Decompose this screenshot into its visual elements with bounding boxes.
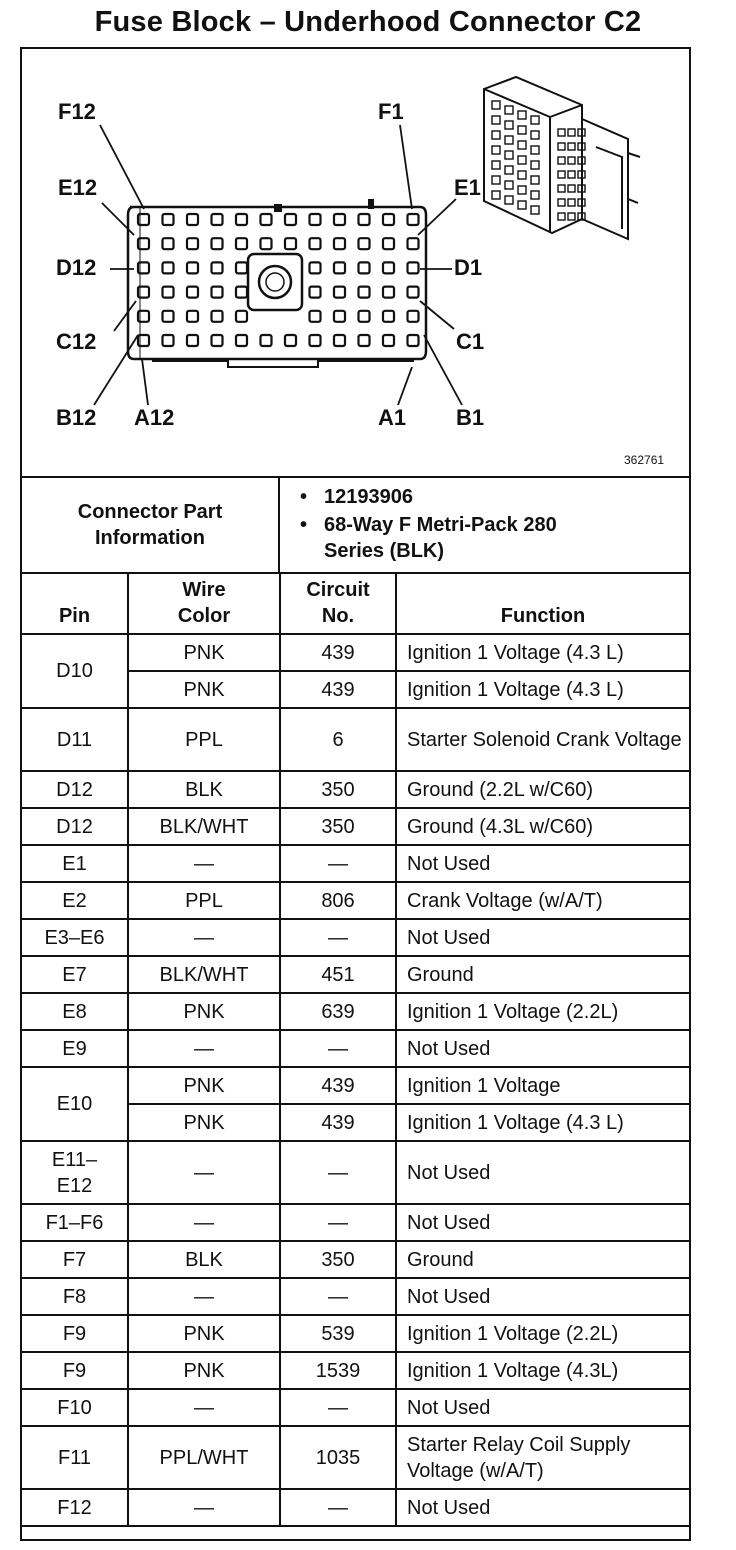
pin-cavity bbox=[334, 238, 345, 249]
pin-cavity bbox=[310, 335, 321, 346]
pin-label-e1: E1 bbox=[454, 175, 481, 200]
header-function: Function bbox=[396, 574, 689, 634]
cell-pin: E9 bbox=[22, 1030, 128, 1067]
sketch-cavity bbox=[518, 186, 526, 194]
connector-diagram bbox=[22, 49, 689, 476]
cell-pin: E7 bbox=[22, 956, 128, 993]
sketch-cavity bbox=[558, 171, 565, 178]
pin-cavity bbox=[212, 214, 223, 225]
sketch-cavity bbox=[492, 146, 500, 154]
cell-wire-color: — bbox=[128, 1204, 280, 1241]
table-row bbox=[22, 1278, 689, 1315]
cell-wire-color: PNK bbox=[128, 1315, 280, 1352]
cell-function: Ignition 1 Voltage (4.3L) bbox=[396, 1352, 689, 1389]
part-info-item bbox=[300, 484, 689, 510]
cell-pin: F1–F6 bbox=[22, 1204, 128, 1241]
cell-circuit: 350 bbox=[280, 808, 396, 845]
pin-cavity bbox=[408, 335, 419, 346]
table-row bbox=[22, 1204, 689, 1241]
cell-circuit: — bbox=[280, 1489, 396, 1526]
sketch-cavity bbox=[518, 156, 526, 164]
figure-id: 362761 bbox=[624, 453, 665, 467]
cell-wire-color: PPL bbox=[128, 882, 280, 919]
table-row bbox=[22, 1389, 689, 1426]
header-wire-color: Wire Color bbox=[128, 574, 280, 634]
pin-cavity bbox=[236, 287, 247, 298]
cell-circuit: — bbox=[280, 1030, 396, 1067]
cell-wire-color: PNK bbox=[128, 993, 280, 1030]
cell-pin: F10 bbox=[22, 1389, 128, 1426]
cell-pin: F12 bbox=[22, 1489, 128, 1526]
pin-label-c12: C12 bbox=[56, 329, 97, 354]
table-row bbox=[22, 1426, 689, 1489]
pin-label-f12: F12 bbox=[58, 99, 96, 124]
cell-wire-color: PNK bbox=[128, 1352, 280, 1389]
cell-wire-color: — bbox=[128, 1030, 280, 1067]
sketch-cavity bbox=[568, 213, 575, 220]
pin-cavity bbox=[163, 335, 174, 346]
sketch-cavity bbox=[568, 199, 575, 206]
cell-function: Ignition 1 Voltage (4.3 L) bbox=[396, 671, 689, 708]
pin-cavity bbox=[163, 311, 174, 322]
sketch-cavity bbox=[568, 129, 575, 136]
pin-cavity bbox=[359, 335, 370, 346]
pin-cavity bbox=[285, 335, 296, 346]
pin-label-a12: A12 bbox=[134, 405, 175, 430]
cell-wire-color: PNK bbox=[128, 671, 280, 708]
pin-cavity bbox=[408, 311, 419, 322]
cell-wire-color: BLK bbox=[128, 771, 280, 808]
pin-cavity bbox=[236, 262, 247, 273]
sketch-cavity bbox=[492, 176, 500, 184]
cell-wire-color: PPL bbox=[128, 708, 280, 771]
part-info-text: 12193906 bbox=[324, 486, 413, 508]
cell-wire-color: PNK bbox=[128, 1104, 280, 1141]
pin-cavity bbox=[310, 311, 321, 322]
sketch-cavity bbox=[518, 111, 526, 119]
cell-circuit: 1539 bbox=[280, 1352, 396, 1389]
cell-pin: D10 bbox=[22, 634, 128, 708]
pinout-table-body bbox=[22, 634, 689, 1526]
cell-wire-color: — bbox=[128, 1278, 280, 1315]
pin-label-a1: A1 bbox=[378, 405, 407, 430]
cell-pin: E10 bbox=[22, 1067, 128, 1141]
cell-circuit: 6 bbox=[280, 708, 396, 771]
pin-label-d12: D12 bbox=[56, 255, 97, 280]
sketch-cavity bbox=[568, 157, 575, 164]
cell-function: Crank Voltage (w/A/T) bbox=[396, 882, 689, 919]
pin-cavity bbox=[359, 262, 370, 273]
sketch-cavity bbox=[558, 199, 565, 206]
pin-cavity bbox=[187, 238, 198, 249]
cell-wire-color: PNK bbox=[128, 634, 280, 671]
sketch-cavity bbox=[531, 206, 539, 214]
header-pin: Pin bbox=[22, 574, 128, 634]
pin-label-e12: E12 bbox=[58, 175, 98, 200]
pin-cavity bbox=[212, 311, 223, 322]
cell-circuit: 451 bbox=[280, 956, 396, 993]
part-info-text: 68-Way F Metri-Pack 280 Series (BLK) bbox=[324, 514, 557, 562]
cell-wire-color: PNK bbox=[128, 1067, 280, 1104]
sketch-cavity bbox=[505, 106, 513, 114]
pin-cavity bbox=[236, 214, 247, 225]
cell-pin: E3–E6 bbox=[22, 919, 128, 956]
cell-function: Ignition 1 Voltage (4.3 L) bbox=[396, 1104, 689, 1141]
pin-cavity bbox=[212, 238, 223, 249]
cell-function: Starter Relay Coil Supply Voltage (w/A/T) bbox=[396, 1426, 689, 1489]
pin-label-f1: F1 bbox=[378, 99, 404, 124]
part-info-item bbox=[300, 512, 584, 564]
pin-cavity bbox=[187, 214, 198, 225]
sketch-cavity bbox=[568, 143, 575, 150]
pin-label-c1: C1 bbox=[456, 329, 485, 354]
cell-pin: F11 bbox=[22, 1426, 128, 1489]
sketch-cavity bbox=[558, 129, 565, 136]
pin-cavity bbox=[163, 287, 174, 298]
pin-cavity bbox=[383, 335, 394, 346]
cell-function: Ignition 1 Voltage bbox=[396, 1067, 689, 1104]
cell-circuit: 1035 bbox=[280, 1426, 396, 1489]
sketch-cavity bbox=[492, 116, 500, 124]
cell-circuit: 439 bbox=[280, 1067, 396, 1104]
pin-cavity bbox=[408, 214, 419, 225]
center-bolt bbox=[259, 266, 291, 298]
cell-circuit: — bbox=[280, 919, 396, 956]
cell-pin: D12 bbox=[22, 771, 128, 808]
pin-cavity bbox=[261, 214, 272, 225]
cell-function: Starter Solenoid Crank Voltage bbox=[396, 708, 689, 771]
cell-circuit: 350 bbox=[280, 1241, 396, 1278]
pin-cavity bbox=[408, 262, 419, 273]
sketch-cavity bbox=[505, 196, 513, 204]
cell-wire-color: — bbox=[128, 1489, 280, 1526]
sketch-cavity bbox=[505, 136, 513, 144]
cell-wire-color: BLK/WHT bbox=[128, 808, 280, 845]
cell-function: Not Used bbox=[396, 1389, 689, 1426]
table-row bbox=[22, 771, 689, 808]
cell-circuit: 439 bbox=[280, 1104, 396, 1141]
pin-cavity bbox=[285, 214, 296, 225]
sketch-cavity bbox=[531, 146, 539, 154]
pin-cavity bbox=[334, 311, 345, 322]
pin-cavity bbox=[285, 238, 296, 249]
cell-function: Not Used bbox=[396, 1030, 689, 1067]
part-info-label: Connector Part Information bbox=[22, 478, 280, 572]
cell-wire-color: BLK bbox=[128, 1241, 280, 1278]
table-row bbox=[22, 919, 689, 956]
pin-cavity bbox=[261, 238, 272, 249]
cell-pin: D11 bbox=[22, 708, 128, 771]
sketch-cavity bbox=[531, 116, 539, 124]
table-row bbox=[22, 882, 689, 919]
pin-cavity bbox=[236, 335, 247, 346]
pin-cavity bbox=[212, 287, 223, 298]
cell-pin: F9 bbox=[22, 1352, 128, 1389]
pin-cavity bbox=[310, 214, 321, 225]
page-title: Fuse Block – Underhood Connector C2 bbox=[94, 6, 642, 38]
sketch-cavity bbox=[492, 191, 500, 199]
sketch-cavity bbox=[531, 131, 539, 139]
cell-function: Not Used bbox=[396, 1204, 689, 1241]
sketch-cavity bbox=[558, 157, 565, 164]
pin-cavity bbox=[408, 287, 419, 298]
pin-cavity bbox=[359, 238, 370, 249]
pin-cavity bbox=[212, 335, 223, 346]
connector-3d-sketch bbox=[484, 77, 640, 239]
table-row bbox=[22, 1315, 689, 1352]
table-row bbox=[22, 1067, 689, 1104]
pin-cavity bbox=[236, 238, 247, 249]
sketch-cavity bbox=[492, 161, 500, 169]
sketch-cavity bbox=[505, 121, 513, 129]
sketch-cavity bbox=[518, 201, 526, 209]
table-row bbox=[22, 708, 689, 771]
sketch-cavity bbox=[568, 171, 575, 178]
pin-cavity bbox=[334, 214, 345, 225]
cell-pin: F9 bbox=[22, 1315, 128, 1352]
cell-function: Not Used bbox=[396, 1489, 689, 1526]
sketch-cavity bbox=[558, 185, 565, 192]
sketch-cavity bbox=[505, 166, 513, 174]
sketch-cavity bbox=[518, 141, 526, 149]
cell-wire-color: BLK/WHT bbox=[128, 956, 280, 993]
cell-function: Not Used bbox=[396, 919, 689, 956]
cell-function: Ignition 1 Voltage (2.2L) bbox=[396, 993, 689, 1030]
header-circuit: Circuit No. bbox=[280, 574, 396, 634]
pin-cavity bbox=[310, 238, 321, 249]
cell-function: Not Used bbox=[396, 1141, 689, 1204]
table-row bbox=[22, 808, 689, 845]
cell-pin: F7 bbox=[22, 1241, 128, 1278]
cell-wire-color: — bbox=[128, 919, 280, 956]
cell-function: Ground bbox=[396, 956, 689, 993]
pin-cavity bbox=[383, 262, 394, 273]
cell-function: Ground (2.2L w/C60) bbox=[396, 771, 689, 808]
cell-circuit: 439 bbox=[280, 671, 396, 708]
pin-cavity bbox=[187, 311, 198, 322]
bullet-icon: • bbox=[300, 486, 308, 508]
cell-pin: E8 bbox=[22, 993, 128, 1030]
cell-pin: E2 bbox=[22, 882, 128, 919]
connector-drawing bbox=[22, 49, 689, 476]
cell-function: Ground (4.3L w/C60) bbox=[396, 808, 689, 845]
sketch-cavity bbox=[505, 181, 513, 189]
table-row bbox=[22, 845, 689, 882]
cell-circuit: 639 bbox=[280, 993, 396, 1030]
cell-pin: F8 bbox=[22, 1278, 128, 1315]
pin-cavity bbox=[359, 311, 370, 322]
pinout-table bbox=[22, 574, 689, 1527]
table-row bbox=[22, 634, 689, 671]
sketch-cavity bbox=[531, 161, 539, 169]
cell-circuit: — bbox=[280, 1141, 396, 1204]
sketch-cavity bbox=[531, 191, 539, 199]
table-row bbox=[22, 1489, 689, 1526]
cell-wire-color: — bbox=[128, 845, 280, 882]
cell-pin: D12 bbox=[22, 808, 128, 845]
cell-circuit: 439 bbox=[280, 634, 396, 671]
pin-cavity bbox=[334, 335, 345, 346]
pin-cavities bbox=[138, 214, 419, 346]
cell-function: Ground bbox=[396, 1241, 689, 1278]
cell-circuit: 539 bbox=[280, 1315, 396, 1352]
sketch-cavity bbox=[518, 126, 526, 134]
cell-circuit: — bbox=[280, 1278, 396, 1315]
sketch-cavity bbox=[531, 176, 539, 184]
pin-label-d1: D1 bbox=[454, 255, 483, 280]
pin-cavity bbox=[163, 238, 174, 249]
cell-circuit: — bbox=[280, 1204, 396, 1241]
pin-cavity bbox=[187, 287, 198, 298]
pin-cavity bbox=[359, 214, 370, 225]
pin-cavity bbox=[236, 311, 247, 322]
table-row bbox=[22, 1030, 689, 1067]
pin-label-b12: B12 bbox=[56, 405, 97, 430]
part-info-list bbox=[280, 478, 689, 572]
pin-cavity bbox=[261, 335, 272, 346]
sketch-cavity bbox=[568, 185, 575, 192]
pin-cavity bbox=[383, 311, 394, 322]
cell-function: Not Used bbox=[396, 1278, 689, 1315]
bullet-icon: • bbox=[300, 514, 308, 536]
cell-pin: E1 bbox=[22, 845, 128, 882]
center-bolt-boss bbox=[248, 254, 302, 310]
pin-cavity bbox=[334, 262, 345, 273]
table-row bbox=[22, 956, 689, 993]
pin-cavity bbox=[334, 287, 345, 298]
table-row bbox=[22, 1241, 689, 1278]
pin-cavity bbox=[383, 238, 394, 249]
sketch-cavity bbox=[558, 143, 565, 150]
cell-circuit: 806 bbox=[280, 882, 396, 919]
table-row bbox=[22, 1141, 689, 1204]
sketch-cavity bbox=[558, 213, 565, 220]
sketch-cavity bbox=[505, 151, 513, 159]
pin-cavity bbox=[310, 287, 321, 298]
pin-cavity bbox=[187, 262, 198, 273]
pin-cavity bbox=[212, 262, 223, 273]
pin-cavity bbox=[408, 238, 419, 249]
part-info-section bbox=[22, 476, 689, 574]
table-row bbox=[22, 993, 689, 1030]
cell-circuit: — bbox=[280, 1389, 396, 1426]
sketch-cavity bbox=[492, 131, 500, 139]
cell-function: Ignition 1 Voltage (4.3 L) bbox=[396, 634, 689, 671]
cell-circuit: — bbox=[280, 845, 396, 882]
pin-cavity bbox=[187, 335, 198, 346]
cell-wire-color: PPL/WHT bbox=[128, 1426, 280, 1489]
sketch-cavity bbox=[492, 101, 500, 109]
cell-wire-color: — bbox=[128, 1389, 280, 1426]
cell-function: Ignition 1 Voltage (2.2L) bbox=[396, 1315, 689, 1352]
pin-cavity bbox=[383, 287, 394, 298]
pin-cavity bbox=[383, 214, 394, 225]
pin-cavity bbox=[310, 262, 321, 273]
table-row bbox=[22, 1352, 689, 1389]
sketch-cavity bbox=[518, 171, 526, 179]
pin-cavity bbox=[359, 287, 370, 298]
cell-wire-color: — bbox=[128, 1141, 280, 1204]
cell-pin: E11–E12 bbox=[22, 1141, 128, 1204]
pin-cavity bbox=[163, 214, 174, 225]
pin-label-b1: B1 bbox=[456, 405, 485, 430]
pin-cavity bbox=[163, 262, 174, 273]
cell-function: Not Used bbox=[396, 845, 689, 882]
cell-circuit: 350 bbox=[280, 771, 396, 808]
